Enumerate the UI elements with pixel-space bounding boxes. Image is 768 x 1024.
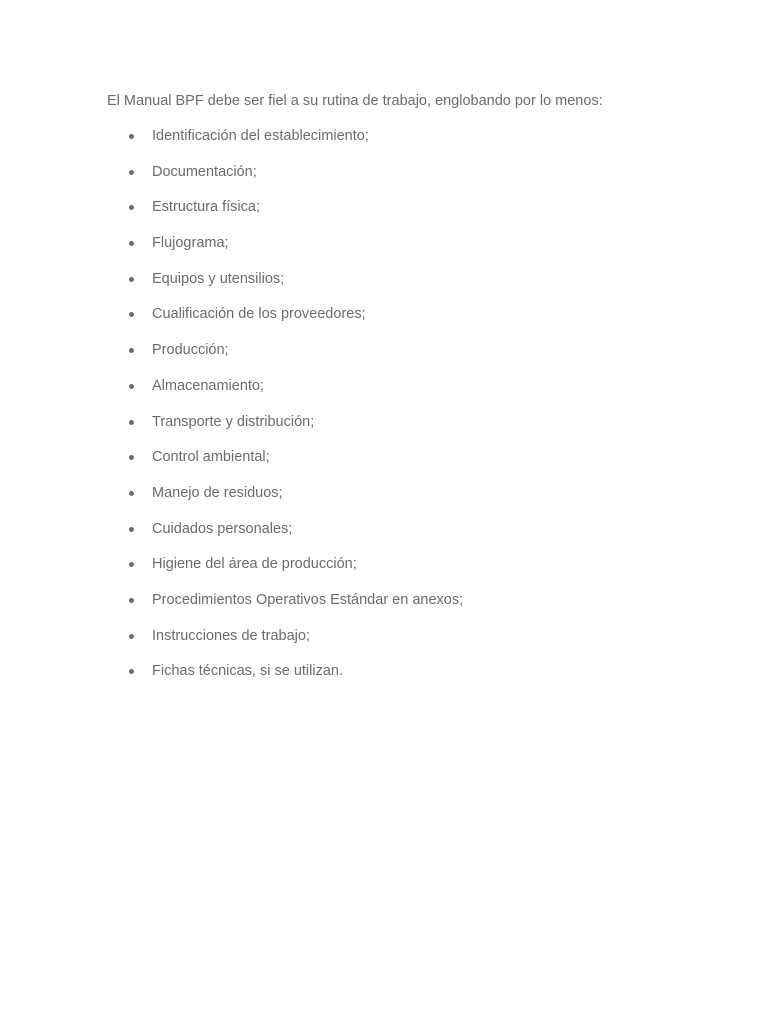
list-item-text: Flujograma; bbox=[152, 235, 229, 252]
bullet-icon bbox=[129, 598, 134, 603]
list-item-text: Equipos y utensilios; bbox=[152, 270, 285, 287]
list-item-text: Almacenamiento; bbox=[152, 377, 265, 394]
bullet-icon bbox=[129, 527, 134, 532]
list-item-text: Documentación; bbox=[152, 163, 257, 180]
bullet-icon bbox=[129, 420, 134, 425]
bullet-icon bbox=[129, 277, 134, 282]
bullet-icon bbox=[129, 562, 134, 567]
bullet-icon bbox=[129, 241, 134, 246]
bullet-icon bbox=[129, 634, 134, 639]
list-item-text: Fichas técnicas, si se utilizan. bbox=[152, 663, 343, 680]
list-item-text: Cuidados personales; bbox=[152, 520, 293, 537]
list-item-text: Estructura física; bbox=[152, 199, 260, 216]
list-item-text: Higiene del área de producción; bbox=[152, 556, 357, 573]
bullet-icon bbox=[129, 491, 134, 496]
intro-paragraph: El Manual BPF debe ser fiel a su rutina de trabajo, englobando por lo menos: bbox=[107, 93, 603, 109]
list-item-text: Cualificación de los proveedores; bbox=[152, 306, 366, 323]
list-item-text: Control ambiental; bbox=[152, 449, 270, 466]
list-item-text: Instrucciones de trabajo; bbox=[152, 627, 310, 644]
bullet-icon bbox=[129, 455, 134, 460]
bullet-icon bbox=[129, 205, 134, 210]
bullet-icon bbox=[129, 669, 134, 674]
list-item-text: Procedimientos Operativos Estándar en anexos; bbox=[152, 591, 464, 608]
list-item-text: Transporte y distribución; bbox=[152, 413, 315, 430]
list-item-text: Identificación del establecimiento; bbox=[152, 128, 369, 144]
bullet-icon bbox=[129, 312, 134, 317]
list-item-text: Producción; bbox=[152, 342, 229, 359]
list-item-text: Manejo de residuos; bbox=[152, 484, 283, 501]
bullet-icon bbox=[129, 348, 134, 353]
bullet-icon bbox=[129, 134, 134, 139]
bullet-icon bbox=[129, 170, 134, 175]
bullet-icon bbox=[129, 384, 134, 389]
